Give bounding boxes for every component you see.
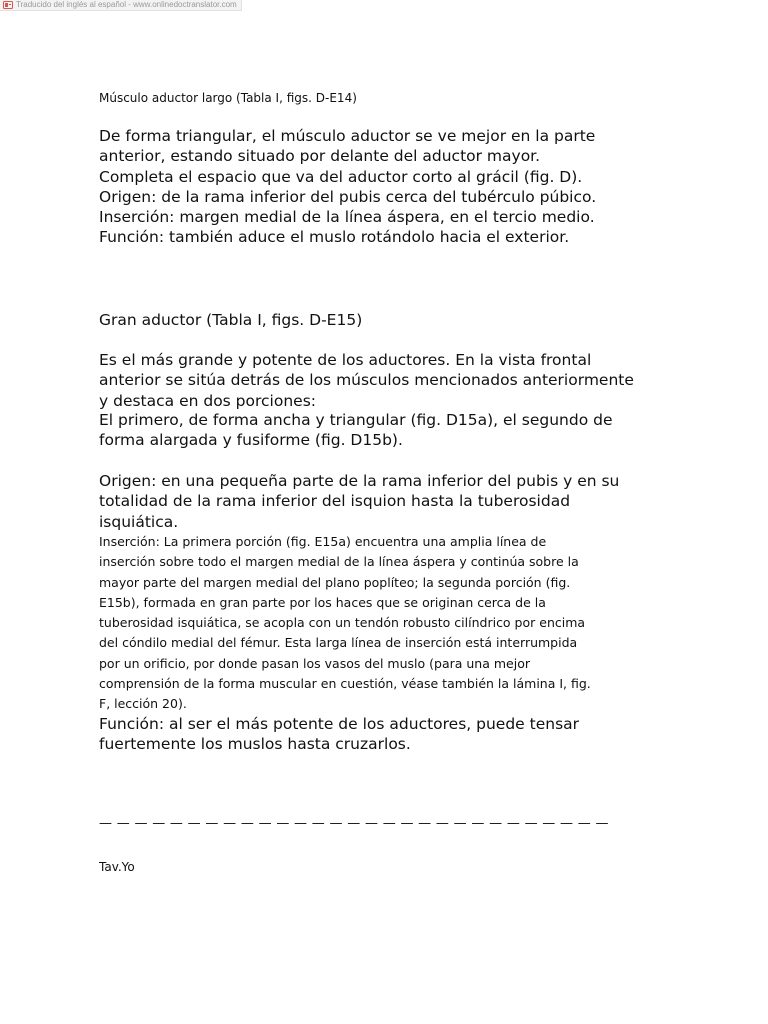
paragraph-line: Origen: en una pequeña parte de la rama inferior del pubis y en su [99, 472, 620, 490]
paragraph-line: totalidad de la rama inferior del isquion hasta la tuberosidad [99, 492, 571, 511]
paragraph-line: El primero, de forma ancha y triangular (fig. D15a), el segundo de [99, 411, 613, 429]
paragraph-line: forma alargada y fusiforme (fig. D15b). [99, 431, 403, 450]
paragraph-line: del cóndilo medial del fémur. Esta larga línea de inserción está interrumpida [99, 635, 578, 651]
paragraph-line: isquiática. [99, 512, 179, 531]
paragraph-line: Origen: de la rama inferior del pubis cerca del tubérculo púbico. [99, 187, 597, 206]
paragraph-line: Función: también aduce el muslo rotándolo hacia el exterior. [99, 228, 570, 247]
paragraph-line: Inserción: margen medial de la línea áspera, en el tercio medio. [99, 208, 595, 227]
paragraph-line: y destaca en dos porciones: [99, 391, 317, 410]
section-2-portions [99, 410, 619, 451]
paragraph-line: Función: al ser el más potente de los aductores, puede tensar [99, 715, 580, 733]
paragraph-line: F, lección 20). [99, 696, 187, 712]
section-2-origin [99, 471, 619, 532]
paragraph-line: fuertemente los muslos hasta cruzarlos. [99, 735, 411, 754]
section-2-heading: Gran aductor (Tabla I, figs. D-E15) [99, 311, 363, 329]
paragraph-line: E15b), formada en gran parte por los haces que se originan cerca de la [99, 594, 546, 610]
section-1-body [99, 126, 619, 248]
paragraph-line: tuberosidad isquiática, se acopla con un tendón robusto cilíndrico por encima [99, 615, 586, 631]
paragraph-line: Completa el espacio que va del aductor corto al grácil (fig. D). [99, 167, 583, 186]
paragraph-line: Es el más grande y potente de los aductores. En la vista frontal [99, 351, 592, 369]
paragraph-line: por un orificio, por donde pasan los vasos del muslo (para una mejor [99, 655, 530, 671]
translator-banner-text[interactable]: Traducido del inglés al español - www.onlinedoctranslator.com [16, 0, 237, 9]
section-2-intro [99, 350, 634, 411]
section-2-insertion [99, 532, 619, 715]
translator-logo-icon [3, 1, 13, 9]
paragraph-line: inserción sobre todo el margen medial de la línea áspera y continúa sobre la [99, 554, 579, 570]
paragraph-line: Inserción: La primera porción (fig. E15a) encuentra una amplia línea de [99, 534, 547, 549]
author-signature: Tav.Yo [99, 860, 135, 874]
paragraph-line: mayor parte del margen medial del plano poplíteo; la segunda porción (fig. [99, 574, 571, 590]
paragraph-line: anterior, estando situado por delante del aductor mayor. [99, 147, 541, 166]
paragraph-line: anterior se sitúa detrás de los músculos mencionados anteriormente [99, 371, 634, 390]
section-2-function [99, 714, 619, 755]
dashed-divider: — — — — — — — — — — — — — — — — — — — — — — — — — — — — — [99, 816, 609, 831]
paragraph-line: De forma triangular, el músculo aductor se ve mejor en la parte [99, 127, 596, 145]
translator-banner[interactable] [0, 0, 242, 11]
paragraph-line: comprensión de la forma muscular en cuestión, véase también la lámina I, fig. [99, 676, 591, 692]
section-1-heading: Músculo aductor largo (Tabla I, figs. D-E14) [99, 91, 357, 105]
